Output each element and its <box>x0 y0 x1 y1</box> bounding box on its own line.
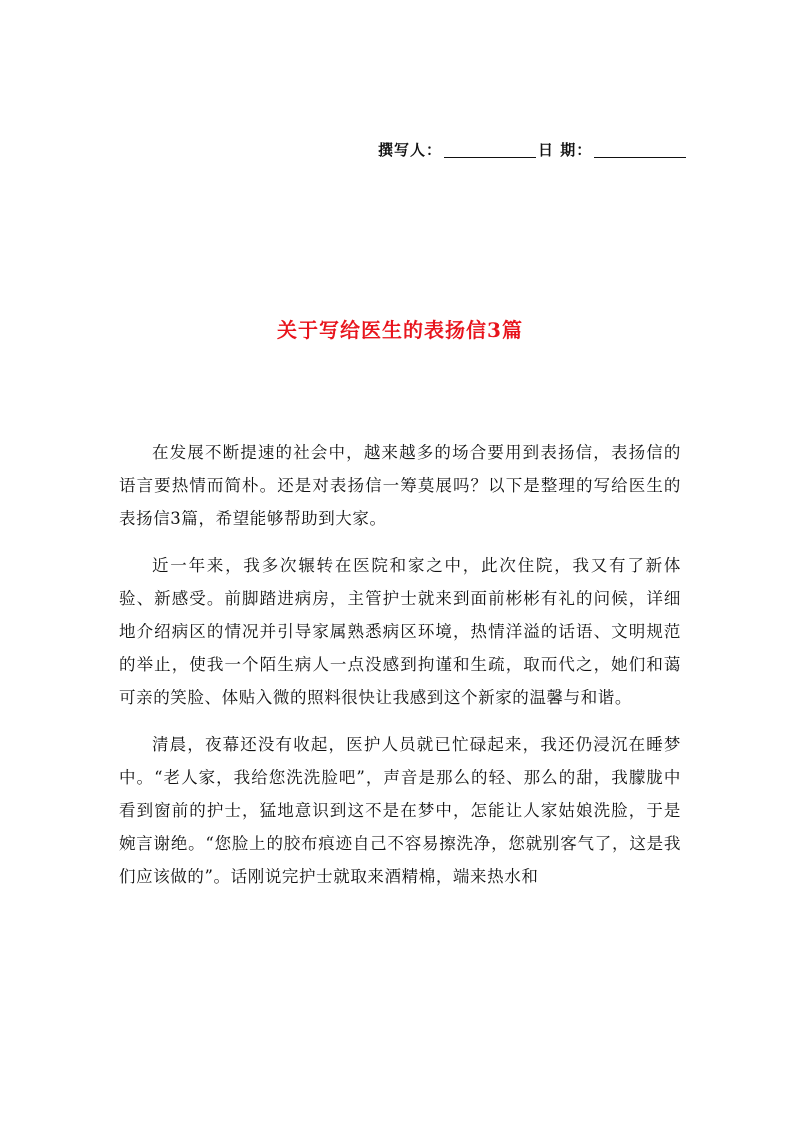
author-date-line <box>378 139 698 160</box>
author-blank <box>444 143 536 158</box>
author-label: 撰写人： <box>378 141 443 159</box>
date-blank <box>594 143 686 158</box>
paragraph: 清晨，夜幕还没有收起，医护人员就已忙碌起来，我还仍浸沉在睡梦中。“老人家，我给您洗洗脸吧”，声音是那么的轻、那么的甜，我朦胧中看到窗前的护士，猛地意识到这不是在梦中，怎能让人家姑娘洗脸，于是婉言谢绝。“您脸上的胶布痕迹自己不容易擦洗净，您就别客气了，这是我们应该做的”。话刚说完护士就取来酒精棉，端来热水和 <box>119 735 681 886</box>
document-body <box>119 436 681 907</box>
paragraph: 在发展不断提速的社会中，越来越多的场合要用到表扬信，表扬信的语言要热情而简朴。还是对表扬信一筹莫展吗？以下是整理的写给医生的表扬信3篇，希望能够帮助到大家。 <box>119 443 681 528</box>
date-label: 日 期： <box>538 141 593 159</box>
document-title: 关于写给医生的表扬信3篇 <box>277 318 523 342</box>
paragraph: 近一年来，我多次辗转在医院和家之中，此次住院，我又有了新体验、新感受。前脚踏进病房，主管护士就来到面前彬彬有礼的问候，详细地介绍病区的情况并引导家属熟悉病区环境，热情洋溢的话语、文明规范的举止，使我一个陌生病人一点没感到拘谨和生疏，取而代之，她们和蔼可亲的笑脸、体贴入微的照料很快让我感到这个新家的温馨与和谐。 <box>119 556 681 707</box>
